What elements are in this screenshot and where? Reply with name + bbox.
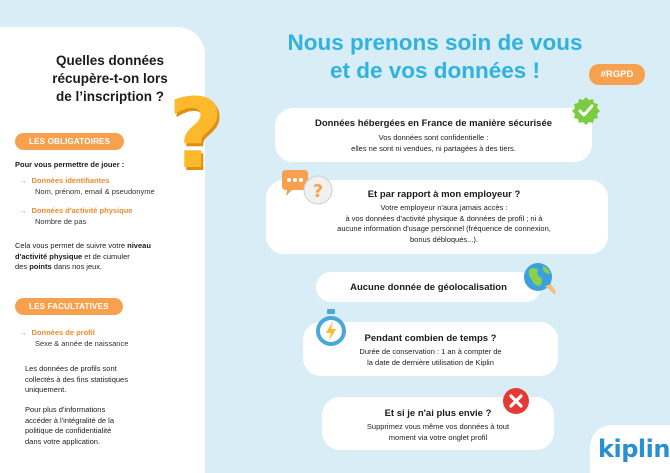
rgpd-badge: #RGPD [589, 64, 645, 85]
stopwatch-icon [314, 308, 348, 348]
card-title: Et si je n'ai plus envie ? [384, 408, 492, 419]
chat-bubbles-icon [280, 170, 336, 210]
arrow-icon: → [19, 328, 27, 337]
kiplin-logo [590, 425, 670, 473]
arrow-icon: → [19, 206, 27, 215]
list-item [19, 328, 128, 349]
text-line: dans votre application. [25, 436, 101, 446]
card-line: à vos données d'activité physique & données de profil ; ni à [345, 213, 543, 223]
question-mark-icon: ? [168, 78, 224, 190]
check-icon [571, 96, 601, 126]
logo-text: kiplin [598, 435, 670, 463]
text-fragment: des [15, 262, 30, 271]
arrow-icon: → [19, 176, 27, 185]
list-item [19, 206, 132, 227]
item-desc: Nombre de pas [35, 216, 87, 226]
card-line: bonus débloqués...). [410, 234, 478, 244]
card-line: la date de dernière utilisation de Kiplin [367, 357, 494, 367]
facultatives-badge: LES FACULTATIVES [15, 298, 123, 315]
item-desc: Nom, prénom, email & pseudonyme [35, 186, 155, 196]
item-title: Données de profil [31, 328, 95, 337]
card-hosting [275, 108, 592, 162]
card-line: Durée de conservation : 1 an à compter de [359, 347, 502, 356]
cross-icon [501, 386, 531, 416]
obligatoires-badge: LES OBLIGATOIRES [15, 133, 124, 150]
card-line: Supprimez vous même vos données à tout [366, 422, 510, 431]
text-line: uniquement. [25, 385, 67, 394]
item-title: Données d'activité physique [31, 206, 133, 215]
card-line: moment via votre onglet profil [388, 432, 488, 442]
text-fragment: dans nos jeux. [51, 262, 103, 271]
text-line: politique de confidentialité [25, 426, 112, 435]
item-title: Données identifiantes [31, 176, 110, 185]
globe-icon [521, 260, 559, 298]
title-line: et de vos données ! [329, 58, 541, 83]
text-line: Les données de profils sont [25, 364, 117, 373]
text-fragment: d'activité physique [15, 251, 83, 261]
item-desc: Sexe & année de naissance [35, 338, 129, 348]
card-geolocation [316, 272, 541, 302]
intro-text: Pour vous permettre de jouer : [15, 160, 125, 169]
text-line: collectés à des fins statistiques [25, 374, 128, 384]
text-fragment: et de cumuler [82, 251, 130, 261]
policy-paragraph [25, 405, 205, 447]
card-title: Et par rapport à mon employeur ? [367, 189, 521, 200]
svg-text:?: ? [312, 181, 324, 202]
card-line: Vos données sont confidentielle : [378, 133, 489, 142]
card-title: Aucune donnée de géolocalisation [350, 282, 507, 293]
card-title: Pendant combien de temps ? [364, 333, 497, 344]
list-item [19, 176, 155, 197]
text-line: accéder à l'intégralité de la [25, 415, 114, 425]
stats-paragraph [25, 364, 205, 396]
card-line: aucune information d'usage personnel (fréquence de connexion, [337, 224, 551, 233]
title-line: Nous prenons soin de vous [287, 30, 583, 55]
text-fragment: niveau [127, 241, 151, 250]
left-title-line: Quelles données [55, 53, 165, 68]
text-line: Pour plus d'informations [25, 405, 106, 414]
text-fragment: Cela vous permet de suivre votre [15, 241, 128, 250]
points-paragraph [15, 241, 195, 273]
left-title-line: récupère-t-on lors [52, 71, 168, 86]
text-fragment: points [29, 262, 52, 271]
card-title: Données hébergées en France de manière sécurisée [314, 118, 553, 129]
left-title-line: de l’inscription ? [55, 89, 164, 104]
card-line: Votre employeur n'aura jamais accès : [380, 203, 508, 212]
page-title [245, 29, 625, 85]
card-line: elles ne sont ni vendues, ni partagées à des tiers. [351, 143, 516, 153]
